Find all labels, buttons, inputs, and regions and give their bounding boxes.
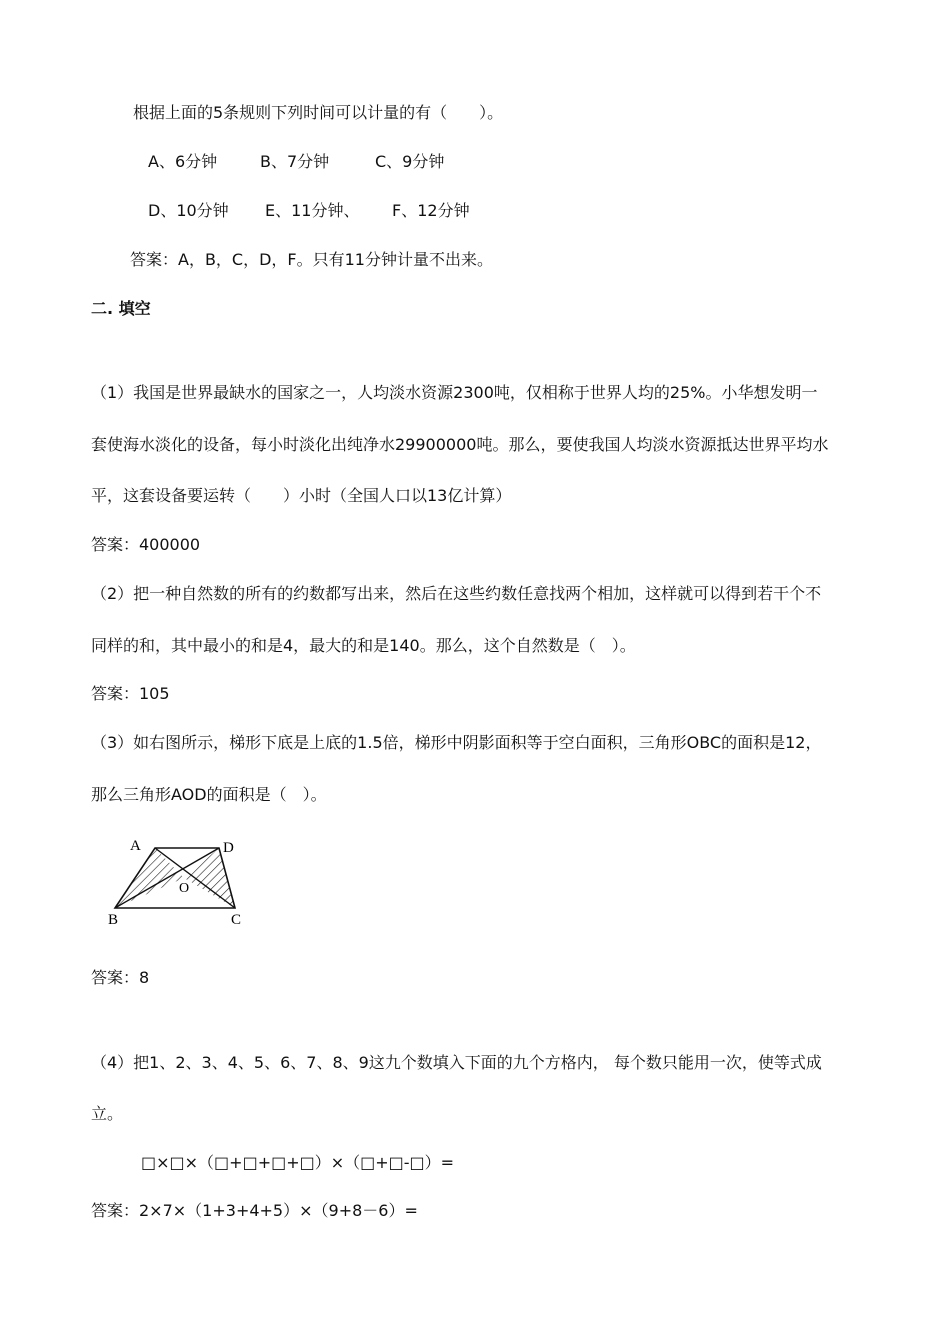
label-b: B [108, 912, 119, 928]
section-title: 二. 填空 [91, 299, 151, 318]
q1-answer: 答案：400000 [91, 535, 201, 554]
q4-line-1: （4）把1、2、3、4、5、6、7、8、9这九个数填入下面的九个方格内， 每个数只能用一次，使等式成 [91, 1053, 822, 1072]
q2-answer: 答案：105 [91, 684, 170, 703]
option-c: C、9分钟 [375, 152, 445, 171]
intro-question: 根据上面的5条规则下列时间可以计量的有（ ）。 [133, 103, 504, 122]
q1-line-1: （1）我国是世界最缺水的国家之一，人均淡水资源2300吨，仅相称于世界人均的25%。小华想发明一 [91, 383, 818, 402]
q3-line-2: 那么三角形AOD的面积是（ ）。 [91, 785, 327, 804]
q3-answer: 答案：8 [91, 968, 150, 987]
q1-line-3: 平，这套设备要运转（ ）小时（全国人口以13亿计算） [91, 486, 512, 505]
label-c: C [231, 912, 242, 928]
trapezoid-figure [100, 830, 260, 930]
q4-equation: □×□×（□+□+□+□）×（□+□-□）= [141, 1153, 455, 1172]
label-o: O [179, 881, 190, 896]
q4-line-2: 立。 [91, 1104, 124, 1123]
option-d: D、10分钟 [148, 201, 229, 220]
option-f: F、12分钟 [392, 201, 470, 220]
option-b: B、7分钟 [260, 152, 330, 171]
q2-line-2: 同样的和，其中最小的和是4，最大的和是140。那么，这个自然数是（ ）。 [91, 636, 636, 655]
label-d: D [223, 840, 234, 856]
q4-answer: 答案：2×7×（1+3+4+5）×（9+8－6）= [91, 1201, 418, 1220]
intro-answer: 答案：A，B，C，D，F。只有11分钟计量不出来。 [130, 250, 493, 269]
option-a: A、6分钟 [148, 152, 218, 171]
q3-line-1: （3）如右图所示，梯形下底是上底的1.5倍，梯形中阴影面积等于空白面积，三角形OBC的面积是12， [91, 733, 822, 752]
option-e: E、11分钟、 [265, 201, 360, 220]
q1-line-2: 套使海水淡化的设备，每小时淡化出纯净水29900000吨。那么，要使我国人均淡水资源抵达世界平均水 [91, 435, 829, 454]
label-a: A [130, 838, 141, 854]
q2-line-1: （2）把一种自然数的所有的约数都写出来，然后在这些约数任意找两个相加，这样就可以得到若干个不 [91, 584, 822, 603]
